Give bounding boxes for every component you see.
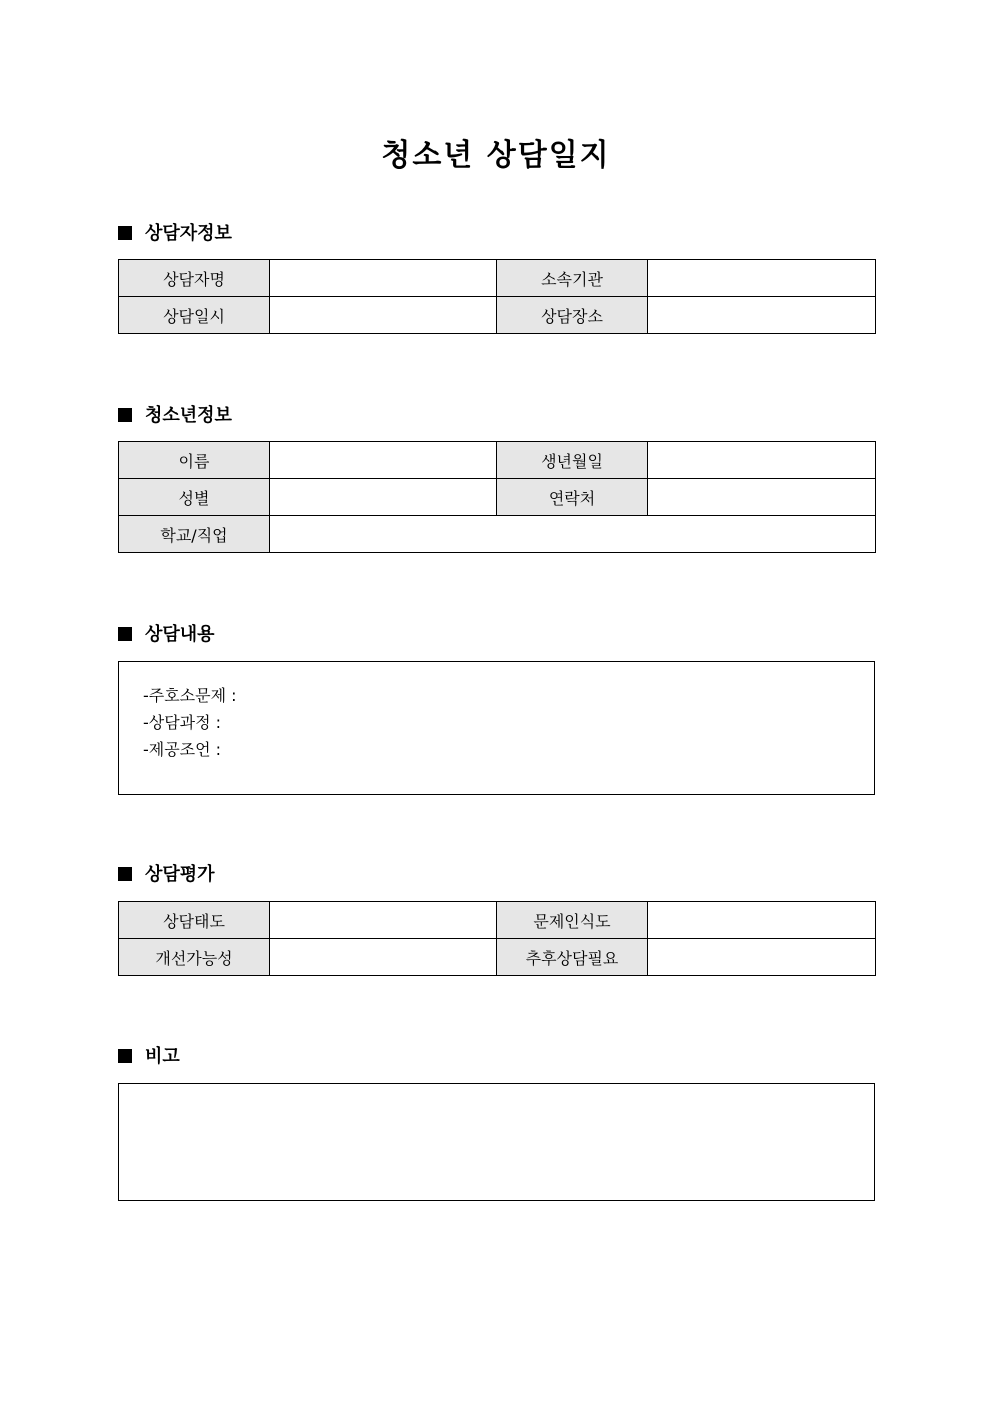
problem-awareness-field[interactable] bbox=[648, 902, 876, 939]
main-complaint-line: -주호소문제 : bbox=[143, 686, 237, 705]
section-heading-youth-info bbox=[118, 404, 232, 428]
table-row bbox=[119, 442, 876, 479]
school-job-field[interactable] bbox=[270, 516, 876, 553]
affiliation-label: 소속기관 bbox=[497, 260, 648, 297]
counseling-datetime-field[interactable] bbox=[270, 297, 497, 334]
section-heading-content bbox=[118, 623, 215, 647]
square-bullet-icon bbox=[118, 867, 132, 881]
counseling-place-field[interactable] bbox=[648, 297, 876, 334]
section-heading-label: 청소년정보 bbox=[145, 405, 232, 426]
table-row bbox=[119, 479, 876, 516]
follow-up-needed-label: 추후상담필요 bbox=[497, 939, 648, 976]
square-bullet-icon bbox=[118, 1049, 132, 1063]
page-title: 청소년 상담일지 bbox=[381, 138, 611, 173]
square-bullet-icon bbox=[118, 408, 132, 422]
table-row bbox=[119, 939, 876, 976]
counseling-datetime-label: 상담일시 bbox=[119, 297, 270, 334]
attitude-label: 상담태도 bbox=[119, 902, 270, 939]
improvement-potential-field[interactable] bbox=[270, 939, 497, 976]
contact-label: 연락처 bbox=[497, 479, 648, 516]
section-heading-label: 상담내용 bbox=[145, 624, 215, 645]
table-row bbox=[119, 297, 876, 334]
evaluation-table bbox=[118, 901, 876, 976]
section-heading-remarks bbox=[118, 1045, 180, 1069]
school-job-label: 학교/직업 bbox=[119, 516, 270, 553]
advice-line: -제공조언 : bbox=[143, 740, 222, 759]
attitude-field[interactable] bbox=[270, 902, 497, 939]
contact-field[interactable] bbox=[648, 479, 876, 516]
remarks-box[interactable] bbox=[118, 1083, 875, 1201]
follow-up-needed-field[interactable] bbox=[648, 939, 876, 976]
birthdate-field[interactable] bbox=[648, 442, 876, 479]
table-row bbox=[119, 516, 876, 553]
name-field[interactable] bbox=[270, 442, 497, 479]
section-heading-counselor-info bbox=[118, 222, 232, 246]
square-bullet-icon bbox=[118, 226, 132, 240]
counseling-process-line: -상담과정 : bbox=[143, 713, 222, 732]
affiliation-field[interactable] bbox=[648, 260, 876, 297]
section-heading-label: 상담자정보 bbox=[145, 223, 232, 244]
counseling-content-box[interactable] bbox=[118, 661, 875, 795]
section-heading-evaluation bbox=[118, 863, 215, 887]
gender-label: 성별 bbox=[119, 479, 270, 516]
counselor-name-label: 상담자명 bbox=[119, 260, 270, 297]
square-bullet-icon bbox=[118, 627, 132, 641]
table-row bbox=[119, 260, 876, 297]
gender-field[interactable] bbox=[270, 479, 497, 516]
section-heading-label: 상담평가 bbox=[145, 864, 215, 885]
counselor-info-table bbox=[118, 259, 876, 334]
problem-awareness-label: 문제인식도 bbox=[497, 902, 648, 939]
youth-info-table bbox=[118, 441, 876, 553]
birthdate-label: 생년월일 bbox=[497, 442, 648, 479]
name-label: 이름 bbox=[119, 442, 270, 479]
section-heading-label: 비고 bbox=[145, 1046, 180, 1067]
improvement-potential-label: 개선가능성 bbox=[119, 939, 270, 976]
table-row bbox=[119, 902, 876, 939]
counseling-place-label: 상담장소 bbox=[497, 297, 648, 334]
counselor-name-field[interactable] bbox=[270, 260, 497, 297]
